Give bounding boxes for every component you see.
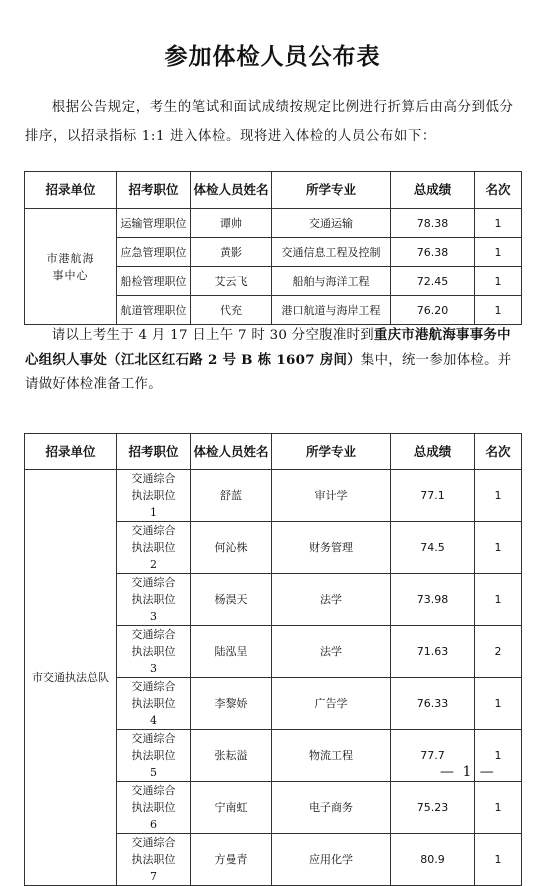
position-cell: 交通综合执法职位2 (117, 522, 191, 574)
exam-table-1 (24, 171, 522, 325)
score-cell: 71.63 (391, 626, 475, 678)
position-cell: 交通综合执法职位5 (117, 730, 191, 782)
notice-text-1: 请以上考生于 4 月 17 日上午 7 时 30 分空腹准时到 (51, 328, 374, 343)
rank-cell: 1 (475, 730, 522, 782)
notice-paragraph (25, 323, 520, 397)
position-cell: 交通综合执法职位4 (117, 678, 191, 730)
name-cell: 黄影 (191, 238, 272, 267)
name-cell: 何沁株 (191, 522, 272, 574)
name-cell: 宁南虹 (191, 782, 272, 834)
major-cell: 船舶与海洋工程 (272, 267, 391, 296)
exam-table-2 (24, 433, 522, 886)
name-cell: 舒蓝 (191, 470, 272, 522)
score-cell: 76.38 (391, 238, 475, 267)
major-cell: 应用化学 (272, 834, 391, 886)
header-name: 体检人员姓名 (191, 434, 272, 470)
score-cell: 77.1 (391, 470, 475, 522)
score-cell: 77.7 (391, 730, 475, 782)
notice-text-2: 集中，统一参加体检。并请做好体检准备工作。 (25, 353, 512, 392)
page-number: — 1 — (440, 764, 496, 780)
rank-cell: 1 (475, 209, 522, 238)
rank-cell: 1 (475, 574, 522, 626)
header-rank: 名次 (475, 434, 522, 470)
notice-location: 重庆市港航海事事务中心组织人事处（江北区红石路 2 号 B 栋 1607 房间） (25, 327, 511, 368)
score-cell: 76.33 (391, 678, 475, 730)
major-cell: 法学 (272, 574, 391, 626)
major-cell: 交通运输 (272, 209, 391, 238)
position-cell: 运输管理职位 (117, 209, 191, 238)
header-name: 体检人员姓名 (191, 172, 272, 209)
rank-cell: 2 (475, 626, 522, 678)
position-cell: 航道管理职位 (117, 296, 191, 325)
table-row (25, 209, 522, 238)
header-unit: 招录单位 (25, 172, 117, 209)
header-major: 所学专业 (272, 434, 391, 470)
major-cell: 物流工程 (272, 730, 391, 782)
name-cell: 代充 (191, 296, 272, 325)
position-cell: 交通综合执法职位6 (117, 782, 191, 834)
score-cell: 73.98 (391, 574, 475, 626)
position-cell: 交通综合执法职位7 (117, 834, 191, 886)
score-cell: 74.5 (391, 522, 475, 574)
name-cell: 李黎娇 (191, 678, 272, 730)
position-cell: 应急管理职位 (117, 238, 191, 267)
major-cell: 电子商务 (272, 782, 391, 834)
header-score: 总成绩 (391, 434, 475, 470)
name-cell: 谭帅 (191, 209, 272, 238)
rank-cell: 1 (475, 678, 522, 730)
header-position: 招考职位 (117, 172, 191, 209)
position-cell: 交通综合执法职位1 (117, 470, 191, 522)
name-cell: 陆泓呈 (191, 626, 272, 678)
major-cell: 审计学 (272, 470, 391, 522)
header-major: 所学专业 (272, 172, 391, 209)
rank-cell: 1 (475, 267, 522, 296)
position-cell: 交通综合执法职位3 (117, 626, 191, 678)
rank-cell: 1 (475, 782, 522, 834)
score-cell: 78.38 (391, 209, 475, 238)
position-cell: 船检管理职位 (117, 267, 191, 296)
major-cell: 广告学 (272, 678, 391, 730)
major-cell: 财务管理 (272, 522, 391, 574)
table-header-row (25, 172, 522, 209)
intro-paragraph: 根据公告规定，考生的笔试和面试成绩按规定比例进行折算后由高分到低分排序，以招录指标 1:1 进入体检。现将进入体检的人员公布如下： (25, 100, 514, 144)
header-position: 招考职位 (117, 434, 191, 470)
name-cell: 艾云飞 (191, 267, 272, 296)
score-cell: 75.23 (391, 782, 475, 834)
table-header-row (25, 434, 522, 470)
name-cell: 张耘溢 (191, 730, 272, 782)
score-cell: 80.9 (391, 834, 475, 886)
unit-cell: 市港航海事中心 (25, 209, 117, 325)
header-rank: 名次 (475, 172, 522, 209)
name-cell: 方曼青 (191, 834, 272, 886)
name-cell: 杨淏天 (191, 574, 272, 626)
rank-cell: 1 (475, 834, 522, 886)
major-cell: 法学 (272, 626, 391, 678)
major-cell: 交通信息工程及控制 (272, 238, 391, 267)
header-score: 总成绩 (391, 172, 475, 209)
score-cell: 76.20 (391, 296, 475, 325)
rank-cell: 1 (475, 470, 522, 522)
rank-cell: 1 (475, 522, 522, 574)
page-title: 参加体检人员公布表 (164, 44, 381, 70)
position-cell: 交通综合执法职位3 (117, 574, 191, 626)
table-row (25, 470, 522, 522)
rank-cell: 1 (475, 238, 522, 267)
score-cell: 72.45 (391, 267, 475, 296)
unit-cell: 市交通执法总队 (25, 470, 117, 886)
rank-cell: 1 (475, 296, 522, 325)
major-cell: 港口航道与海岸工程 (272, 296, 391, 325)
header-unit: 招录单位 (25, 434, 117, 470)
